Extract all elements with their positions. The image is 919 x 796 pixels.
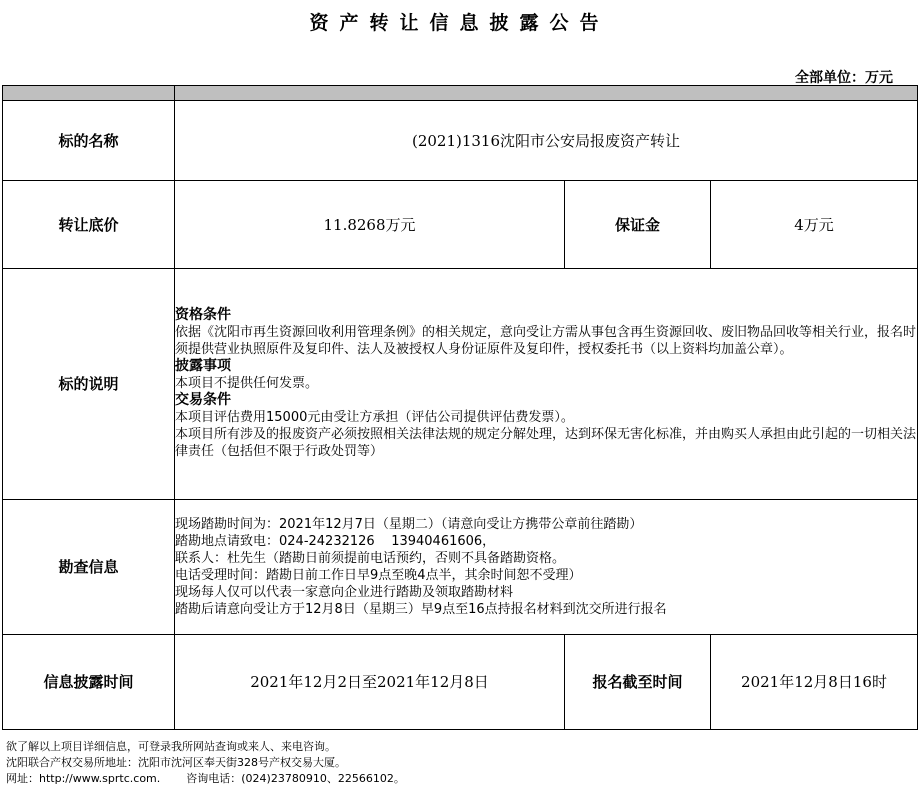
header-band-cell	[3, 86, 175, 101]
footer-line-1: 欲了解以上项目详细信息，可登录我所网站查询或来人、来电咨询。	[6, 740, 336, 753]
survey-line: 踏勘地点请致电：024-24232126 13940461606，	[175, 533, 496, 549]
survey-line: 电话受理时间：踏勘日前工作日早9点至晚4点半，其余时间恕不受理）	[175, 567, 582, 583]
trade-conditions-text-2: 本项目所有涉及的报废资产必须按照相关法律法规的规定分解处理，达到环保无害化标准，并由购买人承担由此引起的一切相关法律责任（包括但不限于行政处罚等）	[175, 427, 917, 460]
survey-row	[3, 499, 918, 634]
survey-line: 联系人：杜先生（踏勘日前须提前电话预约，否则不具备踏勘资格。	[175, 550, 566, 566]
unit-note: 全部单位：万元	[795, 70, 893, 86]
survey-line: 现场踏勘时间为：2021年12月7日（星期二）（请意向受让方携带公章前往踏勘）	[175, 516, 643, 532]
deadline-label: 报名截至时间	[565, 634, 711, 729]
name-label: 标的名称	[3, 101, 175, 181]
deposit-label: 保证金	[565, 181, 711, 269]
time-row	[3, 634, 918, 729]
footer	[6, 739, 405, 787]
header-band-cell	[175, 86, 918, 101]
footer-line-3	[6, 771, 405, 787]
phone-text: 咨询电话：(024)23780910、22566102。	[186, 772, 405, 785]
name-value: (2021)1316沈阳市公安局报废资产转让	[175, 101, 918, 181]
description-label: 标的说明	[3, 269, 175, 499]
description-content	[175, 269, 918, 499]
disclosure-time-label: 信息披露时间	[3, 634, 175, 729]
survey-content	[175, 499, 918, 634]
survey-line: 踏勘后请意向受让方于12月8日（星期三）早9点至16点持报名材料到沈交所进行报名	[175, 601, 667, 617]
page-title: 资产转让信息披露公告	[309, 12, 610, 34]
website-link[interactable]: 网址：http://www.sprtc.com.	[6, 772, 161, 785]
disclosure-heading: 披露事项	[175, 358, 231, 375]
deposit-value: 4万元	[711, 181, 918, 269]
price-value: 11.8268万元	[175, 181, 565, 269]
survey-line: 现场每人仅可以代表一家意向企业进行踏勘及领取踏勘材料	[175, 584, 514, 600]
qualification-heading: 资格条件	[175, 307, 231, 324]
price-row	[3, 181, 918, 269]
name-row	[3, 101, 918, 181]
disclosure-text: 本项目不提供任何发票。	[175, 376, 319, 392]
price-label: 转让底价	[3, 181, 175, 269]
header-band	[3, 86, 918, 101]
announcement-table	[2, 85, 918, 730]
disclosure-time-value: 2021年12月2日至2021年12月8日	[175, 634, 565, 729]
deadline-value: 2021年12月8日16时	[711, 634, 918, 729]
qualification-text: 依据《沈阳市再生资源回收利用管理条例》的相关规定，意向受让方需从事包含再生资源回收、废旧物品回收等相关行业，报名时须提供营业执照原件及复印件、法人及被授权人身份证原件及复印件，授权委托书（以上资料均加盖公章）。	[175, 325, 917, 358]
trade-conditions-text-1: 本项目评估费用15000元由受让方承担（评估公司提供评估费发票）。	[175, 410, 574, 426]
footer-line-2: 沈阳联合产权交易所地址：沈阳市沈河区奉天街328号产权交易大厦。	[6, 756, 346, 769]
description-row	[3, 269, 918, 499]
trade-conditions-heading: 交易条件	[175, 392, 231, 409]
survey-label: 勘查信息	[3, 499, 175, 634]
